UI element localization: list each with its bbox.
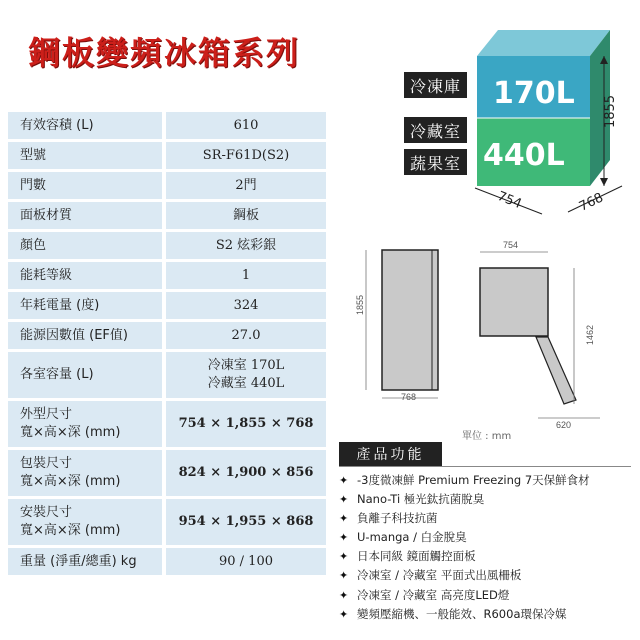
- spec-value-line: 1: [241, 267, 251, 283]
- features-list: [339, 471, 634, 624]
- spec-label-line: 寬×高×深 (mm): [20, 474, 121, 489]
- spec-value-line: 610: [233, 117, 259, 133]
- spec-label-line: 型號: [20, 147, 47, 163]
- unit-label: 單位 : mm: [462, 431, 512, 442]
- door-open-depth-label: 1462: [585, 324, 596, 346]
- door-open-width-label: 620: [556, 420, 572, 430]
- features-heading: 產品功能: [339, 442, 442, 466]
- feature-item: [339, 605, 634, 624]
- freezer-label: 冷凍庫: [404, 72, 467, 98]
- feature-item: [339, 528, 634, 547]
- page-title: 鋼板變頻冰箱系列: [28, 34, 301, 72]
- fridge-label: 冷藏室: [404, 117, 467, 143]
- spec-label-line: 重量 (淨重/總重) kg: [20, 553, 137, 569]
- sparkle-bullet-icon: ✦: [339, 512, 349, 526]
- spec-value-line: 754 × 1,855 × 768: [178, 416, 314, 432]
- features-divider: [339, 466, 631, 467]
- spec-value-line: 2門: [235, 177, 257, 193]
- spec-label-line: 能源因數值 (EF值): [20, 327, 128, 343]
- spec-label-line: 門數: [20, 177, 47, 193]
- spec-label-line: 能耗等級: [20, 267, 73, 283]
- spec-value-line: 324: [233, 297, 259, 313]
- spec-value-line: SR-F61D(S2): [202, 147, 290, 163]
- sparkle-bullet-icon: ✦: [339, 531, 349, 545]
- spec-value-line: 鋼板: [232, 207, 259, 223]
- top-view-outline: [480, 268, 548, 336]
- feature-text: 日本同級 鏡面觸控面板: [357, 549, 476, 564]
- spec-label-line: 寬×高×深 (mm): [20, 523, 121, 538]
- sparkle-bullet-icon: ✦: [339, 493, 349, 507]
- feature-item: [339, 471, 634, 490]
- height-dimension: 1855: [603, 94, 619, 129]
- feature-item: [339, 547, 634, 566]
- feature-text: 冷凍室 / 冷藏室 平面式出風柵板: [357, 568, 522, 583]
- width-dimension: 754: [495, 188, 524, 213]
- feature-item: [339, 490, 634, 509]
- spec-label-line: 各室容量 (L): [20, 367, 94, 383]
- spec-value-line: 冷凍室 170L: [207, 358, 285, 374]
- feature-text: -3度微凍鮮 Premium Freezing 7天保鮮食材: [357, 473, 590, 487]
- sparkle-bullet-icon: ✦: [339, 474, 349, 487]
- spec-value-line: 954 × 1,955 × 868: [178, 514, 314, 530]
- spec-value-line: 90 / 100: [219, 553, 273, 569]
- front-width-label: 768: [401, 392, 417, 402]
- feature-text: Nano-Ti 極光鈦抗菌脫臭: [357, 492, 485, 507]
- spec-value-line: 冷藏室 440L: [207, 376, 285, 391]
- vegetable-label: 蔬果室: [404, 149, 467, 175]
- sparkle-bullet-icon: ✦: [339, 569, 349, 583]
- open-door: [536, 337, 576, 404]
- spec-label-line: 外型尺寸: [20, 407, 73, 423]
- feature-item: [339, 566, 634, 585]
- feature-item: [339, 509, 634, 528]
- front-height-label: 1855: [355, 294, 366, 316]
- sparkle-bullet-icon: ✦: [339, 588, 349, 602]
- spec-value-line: 824 × 1,900 × 856: [178, 465, 314, 481]
- spec-label-line: 包裝尺寸: [20, 456, 73, 472]
- feature-text: 冷凍室 / 冷藏室 高亮度LED燈: [357, 587, 510, 602]
- freezer-capacity: 170L: [493, 76, 575, 111]
- feature-text: 負離子科技抗菌: [357, 511, 438, 526]
- front-view-outline: [382, 250, 438, 390]
- sparkle-bullet-icon: ✦: [339, 550, 349, 564]
- spec-value-line: 27.0: [231, 327, 261, 343]
- depth-dimension: 768: [576, 190, 606, 215]
- fridge-top-face: [477, 30, 610, 56]
- spec-label-line: 有效容積 (L): [20, 117, 94, 133]
- feature-text: U-manga / 白金脫臭: [357, 530, 467, 545]
- spec-label-line: 顏色: [20, 237, 47, 253]
- sparkle-bullet-icon: ✦: [339, 607, 349, 621]
- feature-text: 變頻壓縮機、一般能效、R600a環保冷媒: [357, 606, 567, 621]
- spec-label-line: 寬×高×深 (mm): [20, 425, 121, 440]
- spec-label-line: 年耗電量 (度): [20, 297, 100, 313]
- spec-label-line: 安裝尺寸: [20, 505, 73, 521]
- top-width-label: 754: [503, 240, 519, 250]
- fridge-capacity: 440L: [483, 138, 565, 173]
- spec-label-line: 面板材質: [20, 207, 73, 223]
- spec-value-line: S2 炫彩銀: [215, 237, 277, 253]
- feature-item: [339, 586, 634, 605]
